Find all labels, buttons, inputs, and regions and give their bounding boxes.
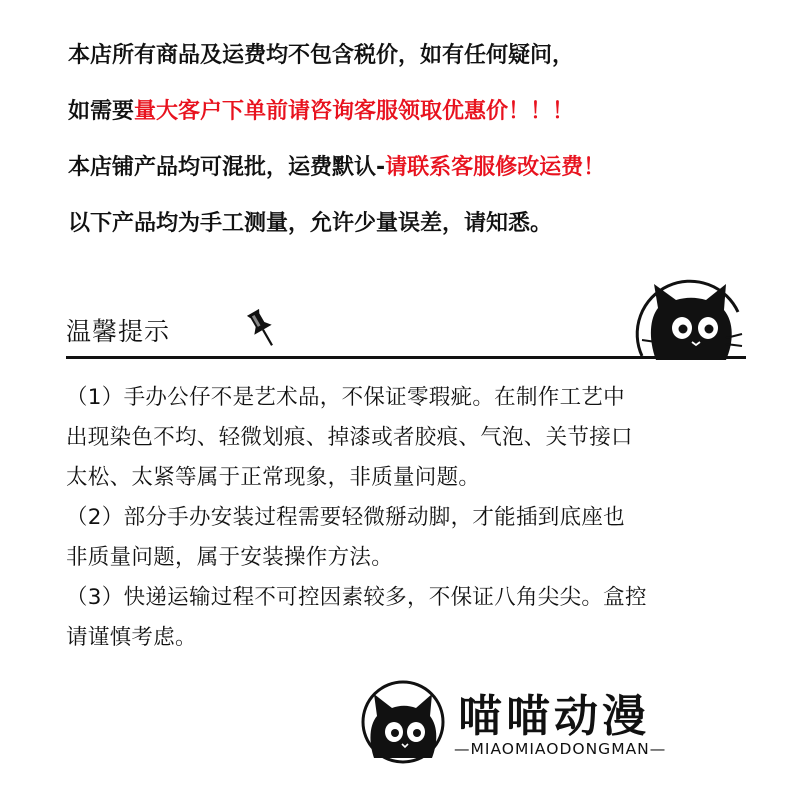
- notice-line-2-highlight: 量大客户下单前请咨询客服领取优惠价！！！: [134, 99, 575, 124]
- pushpin-icon: [244, 306, 280, 350]
- tip-line: （3）快递运输过程不可控因素较多，不保证八角尖尖。盒控: [66, 585, 647, 610]
- tip-line: 出现染色不均、轻微划痕、掉漆或者胶痕、气泡、关节接口: [66, 425, 633, 450]
- tip-line: （2）部分手办安装过程需要轻微掰动脚，才能插到底座也: [66, 505, 625, 530]
- notice-line-1: 本店所有商品及运费均不包含税价，如有任何疑问，: [68, 43, 575, 68]
- tips-title: 温馨提示: [66, 317, 171, 346]
- brand-subtitle: —MIAOMIAODONGMAN—: [454, 740, 667, 758]
- tip-line: 非质量问题，属于安装操作方法。: [66, 545, 394, 570]
- tips-body: [66, 378, 756, 658]
- brand-name: 喵喵动漫: [458, 691, 650, 742]
- notice-line-2: [68, 92, 788, 148]
- notice-line-3-prefix: 本店铺产品均可混批，运费默认-: [68, 155, 386, 180]
- tip-line: 请谨慎考虑。: [66, 625, 197, 650]
- notice-line-3: [68, 148, 788, 204]
- notice-block: [68, 36, 788, 260]
- notice-line-3-highlight: 请联系客服修改运费！: [385, 155, 606, 180]
- black-cat-icon: [360, 680, 446, 764]
- notice-line-4: 以下产品均为手工测量，允许少量误差，请知悉。: [68, 211, 553, 236]
- tip-line: 太松、太紧等属于正常现象，非质量问题。: [66, 465, 481, 490]
- tip-line: （1）手办公仔不是艺术品，不保证零瑕疵。在制作工艺中: [66, 385, 625, 410]
- brand-logo: [360, 680, 720, 780]
- black-cat-icon: [634, 272, 746, 364]
- notice-line-2-prefix: 如需要: [68, 99, 135, 124]
